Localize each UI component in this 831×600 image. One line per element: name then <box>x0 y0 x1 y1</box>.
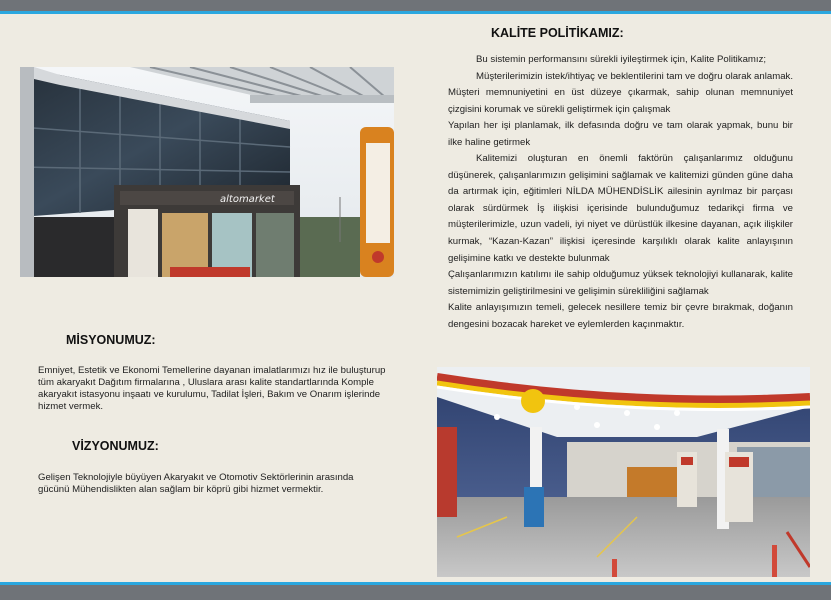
store-sign: altomarket <box>220 194 275 205</box>
policy-paragraph: Yapılan her işi planlamak, ilk defasında doğru ve tam olarak yapmak, bunu bir ilke haline getirmek <box>448 120 793 148</box>
mission-text: Emniyet, Estetik ve Ekonomi Temellerine dayanan imalatlarımızı hız ile buluşturup tüm akaryakıt Dağıtım firmalarına , Uluslara arası kalite standartlarında Komple akaryakıt istasyonu inşaatı ve kurulumu, Tadilat İşleri, Bakım ve Onarım işlerinde hizmet vermek. <box>38 365 386 412</box>
bottom-bar <box>0 585 831 600</box>
station-photo <box>437 367 810 577</box>
vision-title: VİZYONUMUZ: <box>72 439 159 453</box>
policy-paragraph: Müşterilerimizin istek/ihtiyaç ve beklentilerini tam ve doğru olarak anlamak. Müşteri memnuniyetini en üst düzeye çıkarmak, sahip olunan memnuniyet çizgisini korumak ve sürekli geliştirmek için çalışmak <box>448 70 793 115</box>
quality-policy-text <box>448 52 793 333</box>
policy-paragraph: Bu sistemin performansını sürekli iyileştirmek için, Kalite Politikamız; <box>476 54 767 65</box>
top-bar <box>0 0 831 11</box>
policy-paragraph: Kalitemizi oluşturan en önemli faktörün çalışanlarımız olduğunu düşünerek, çalışanlarımızın gelişimini sağlamak ve kalitemizi günden güne daha da artırmak için, eğitimleri NİLDA MÜHENDİSLİK ailesinin ayrılmaz bir parçası olarak sürdürmek İş ilişkisi içerisinde bulunduğumuz tedarikçi firma ve müşterilerimizle, uzun vadeli, iyi niyet ve dürüstlük ilkesine dayanan, açık ilişkiler kurmak, “Kazan-Kazan” ilişkisi içeresinde karşılıklı olarak kalite anlayışının gelişimine katkı ve destekte bulunmak <box>448 153 793 264</box>
vision-text: Gelişen Teknolojiyle büyüyen Akaryakıt ve Otomotiv Sektörlerinin arasında gücünü Mühendislikten alan sağlam bir köprü gibi hizmet vermektir. <box>38 472 354 495</box>
policy-paragraph: Kalite anlayışımızın temeli, gelecek nesillere temiz bir çevre bırakmak, doğanın dengesini bozacak hareket ve eylemlerden kaçınmaktır. <box>448 302 793 330</box>
top-accent-line <box>0 11 831 14</box>
building-photo <box>20 67 394 277</box>
mission-title: MİSYONUMUZ: <box>66 333 156 347</box>
quality-title: KALİTE POLİTİKAMIZ: <box>491 26 624 40</box>
policy-paragraph: Çalışanlarımızın katılımı ile sahip olduğumuz yüksek teknolojiyi kullanarak, kalite sistemimizin geliştirilmesini ve gelişimin sürekliliğini sağlamak <box>448 269 793 297</box>
